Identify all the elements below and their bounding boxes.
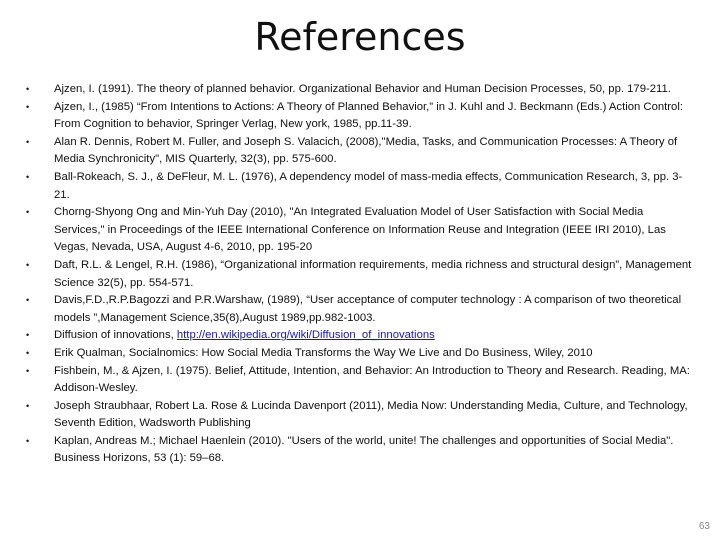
reference-text: Ball-Rokeach, S. J., & DeFleur, M. L. (1976), A dependency model of mass-media effects, Communication Research, 3, pp. 3-21. [54, 170, 683, 201]
reference-item [26, 257, 694, 292]
reference-item [26, 345, 694, 363]
bullet-icon: • [26, 136, 30, 147]
reference-text: Alan R. Dennis, Robert M. Fuller, and Joseph S. Valacich, (2008),"Media, Tasks, and Communication Processes: A Theory of Media Synchronicity", MIS Quarterly, 32(3), pp. 575-600. [54, 135, 678, 166]
reference-item [26, 134, 694, 169]
reference-text: Joseph Straubhaar, Robert La. Rose & Lucinda Davenport (2011), Media Now: Understanding Media, Culture, and Technology, Seventh Edition, Wadsworth Publishing [54, 399, 688, 430]
bullet-icon: • [26, 101, 30, 112]
bullet-icon: • [26, 400, 30, 411]
reference-item [26, 292, 694, 327]
reference-text: Chorng-Shyong Ong and Min-Yuh Day (2010), "An Integrated Evaluation Model of User Satisfaction with Social Media Services," in Proceedings of the IEEE International Conference on Information Reuse and Integration (IEEE IRI 2010), Las Vegas, Nevada, USA, August 4-6, 2010, pp. 195-20 [54, 206, 666, 254]
reference-text: Diffusion of innovations, [54, 329, 177, 342]
reference-text: Daft, R.L. & Lengel, R.H. (1986), “Organizational information requirements, media richness and structural design”, Management Science 32(5), pp. 554-571. [54, 258, 692, 289]
reference-item [26, 433, 694, 468]
bullet-icon: • [26, 295, 30, 306]
bullet-icon: • [26, 84, 30, 94]
reference-item [26, 99, 694, 134]
reference-item [26, 398, 694, 433]
reference-text: Davis,F.D.,R.P.Bagozzi and P.R.Warshaw, (1989), “User acceptance of computer technology : A comparison of two theoretical models ”,Management Science,35(8),August 1989,pp.982-1003. [54, 294, 682, 324]
bullet-icon: • [26, 347, 30, 358]
bullet-icon: • [26, 330, 30, 341]
reference-link[interactable]: http://en.wikipedia.org/wiki/Diffusion_of_innovations [176, 329, 435, 342]
bullet-icon: • [26, 365, 30, 376]
reference-text: Ajzen, I. (1991). The theory of planned behavior. Organizational Behavior and Human Decision Processes, 50, pp. 179-211. [54, 83, 671, 95]
page-number: 63 [698, 521, 710, 532]
bullet-icon: • [26, 207, 30, 218]
reference-list [26, 81, 694, 468]
bullet-icon: • [26, 435, 30, 446]
reference-text: Erik Qualman, Socialnomics: How Social Media Transforms the Way We Live and Do Business, Wiley, 2010 [54, 346, 593, 359]
reference-item [26, 169, 694, 204]
reference-item [26, 81, 694, 99]
reference-item [26, 327, 694, 345]
slide-title: References [254, 15, 466, 59]
reference-text: Ajzen, I., (1985) “From Intentions to Actions: A Theory of Planned Behavior,” in J. Kuhl and J. Beckmann (Eds.) Action Control: From Cognition to behavior, Springer Verlag, New york, 1985, pp.11-39. [54, 100, 683, 131]
reference-item [26, 363, 694, 398]
reference-text: Fishbein, M., & Ajzen, I. (1975). Belief, Attitude, Intention, and Behavior: An Introduction to Theory and Research. Reading, MA: Addison-Wesley. [54, 364, 690, 395]
reference-item [26, 204, 694, 257]
bullet-icon: • [26, 259, 30, 270]
bullet-icon: • [26, 171, 30, 182]
reference-text: Kaplan, Andreas M.; Michael Haenlein (2010). "Users of the world, unite! The challenges and opportunities of Social Media". Business Horizons, 53 (1): 59–68. [54, 434, 674, 465]
